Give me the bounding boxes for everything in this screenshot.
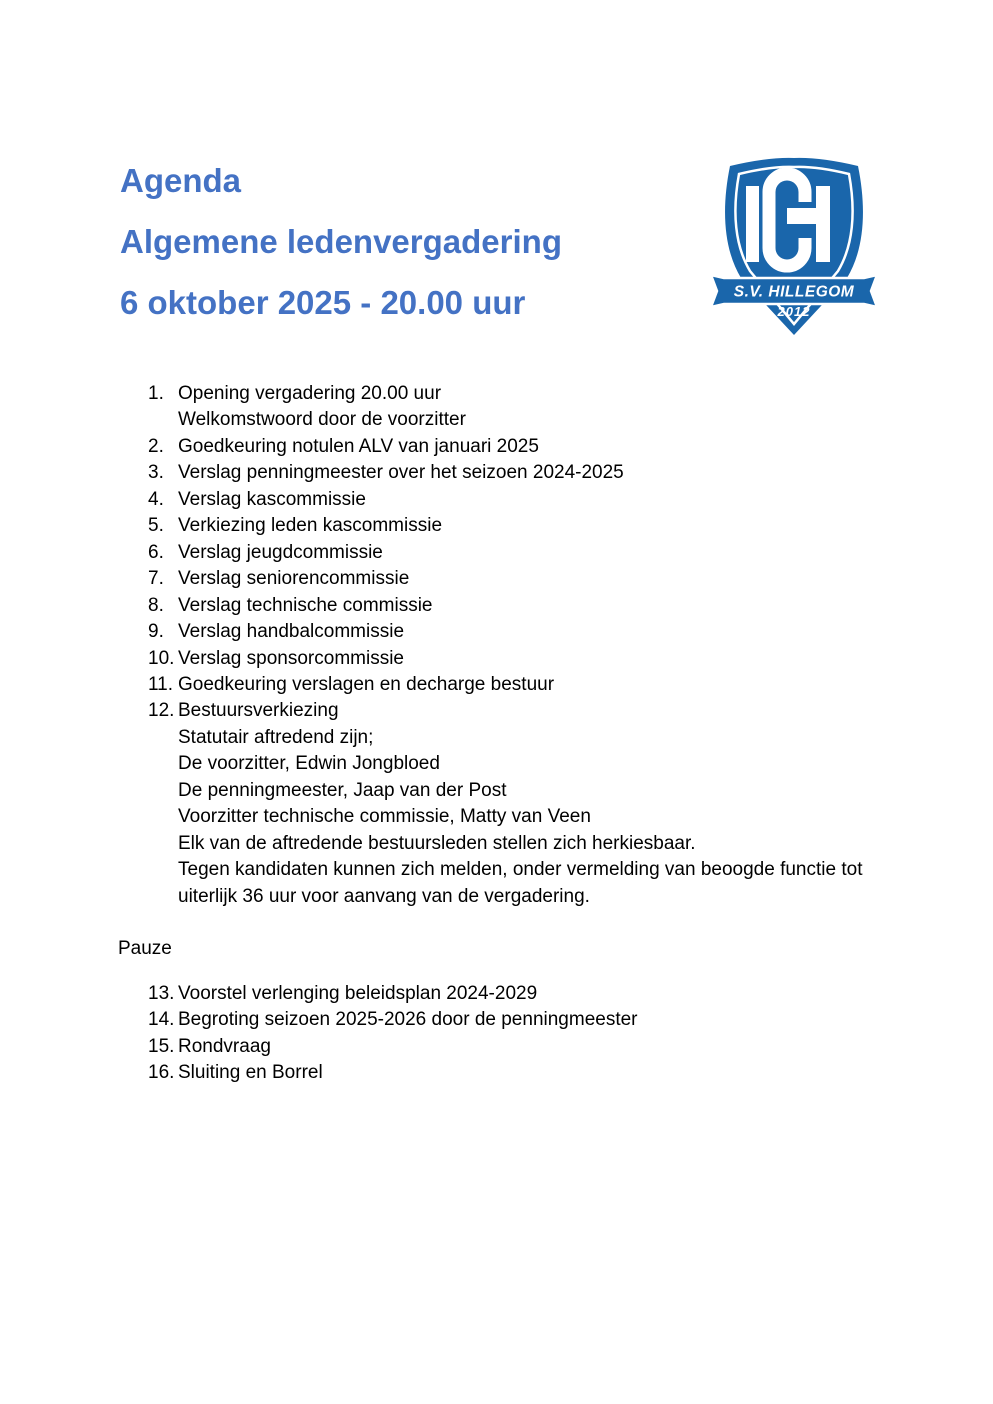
item-text: Voorstel verlenging beleidsplan 2024-2029 (178, 983, 538, 1004)
item-text: Welkomstwoord door de voorzitter (178, 409, 466, 431)
item-text: Verslag technische commissie (178, 594, 433, 616)
agenda-item (148, 1007, 888, 1033)
item-text: Verslag sponsorcommissie (178, 647, 404, 669)
agenda-list-after-pauze (148, 981, 888, 1087)
item-text: Statutair aftredend zijn; (178, 726, 374, 748)
item-number: 9. (148, 621, 164, 643)
title-line-meeting: Algemene ledenvergadering (120, 223, 562, 260)
agenda-item-continuation (148, 857, 888, 883)
item-text: Bestuursverkiezing (178, 700, 339, 722)
item-number: 7. (148, 568, 164, 590)
item-text: Rondvraag (178, 1035, 271, 1057)
item-number (148, 831, 178, 857)
item-text: Verslag jeugdcommissie (178, 541, 383, 563)
agenda-item (148, 1060, 888, 1086)
item-number: 13. (148, 983, 175, 1004)
item-number: 3. (148, 462, 164, 484)
item-text: uiterlijk 36 uur voor aanvang van de vergadering. (178, 885, 590, 907)
item-number: 1. (148, 383, 164, 404)
item-number (148, 857, 178, 883)
item-number (148, 778, 178, 804)
agenda-item-continuation (148, 804, 888, 830)
item-text: Tegen kandidaten kunnen zich melden, onder vermelding van beoogde functie tot (178, 859, 863, 881)
item-text: Verslag penningmeester over het seizoen 2024-2025 (178, 462, 624, 484)
item-text: De voorzitter, Edwin Jongbloed (178, 753, 440, 775)
agenda-item (148, 487, 888, 513)
pauze-label: Pauze (118, 938, 172, 959)
item-text: Goedkeuring notulen ALV van januari 2025 (178, 435, 539, 457)
agenda-item (148, 566, 888, 592)
item-number (148, 751, 178, 777)
club-logo-icon (708, 150, 880, 350)
title-line-agenda: Agenda (120, 162, 242, 199)
agenda-item-continuation (148, 884, 888, 910)
agenda-item (148, 540, 888, 566)
item-number (148, 884, 178, 910)
item-number: 6. (148, 541, 164, 563)
agenda-item (148, 381, 888, 407)
item-number: 14. (148, 1009, 175, 1031)
item-text: Verslag handbalcommissie (178, 621, 405, 643)
agenda-item (148, 646, 888, 672)
item-text: Verslag seniorencommissie (178, 568, 410, 590)
item-number: 4. (148, 488, 164, 510)
item-text: Goedkeuring verslagen en decharge bestuur (178, 673, 555, 695)
agenda-item-continuation (148, 407, 888, 433)
item-text: Elk van de aftredende bestuursleden stellen zich herkiesbaar. (178, 832, 696, 854)
item-text: De penningmeester, Jaap van der Post (178, 779, 507, 801)
item-number: 10. (148, 647, 175, 669)
item-number: 16. (148, 1062, 175, 1084)
item-number (148, 725, 178, 751)
item-number: 15. (148, 1035, 175, 1057)
agenda-item (148, 619, 888, 645)
item-number (148, 407, 178, 433)
logo-year-text: 2012 (777, 304, 811, 319)
agenda-item-continuation (148, 751, 888, 777)
page-title (120, 150, 562, 333)
agenda-item-continuation (148, 725, 888, 751)
item-text: Voorzitter technische commissie, Matty van Veen (178, 806, 591, 828)
agenda-item (148, 698, 888, 724)
monogram-left-bar (746, 186, 759, 262)
logo-banner-text: S.V. HILLEGOM (733, 283, 855, 301)
item-text: Opening vergadering 20.00 uur (178, 383, 442, 404)
item-text: Begroting seizoen 2025-2026 door de penningmeester (178, 1009, 638, 1031)
item-text: Verslag kascommissie (178, 488, 366, 510)
item-number: 12. (148, 700, 175, 722)
item-number: 11. (148, 673, 174, 695)
agenda-item (148, 434, 888, 460)
agenda-item (148, 460, 888, 486)
monogram-right-bar (816, 186, 830, 262)
agenda-item (148, 1034, 888, 1060)
agenda-item (148, 593, 888, 619)
agenda-item (148, 981, 888, 1007)
item-number: 5. (148, 515, 164, 537)
agenda-item (148, 513, 888, 539)
agenda-list-main (148, 381, 888, 910)
item-text: Sluiting en Borrel (178, 1062, 323, 1084)
item-number: 8. (148, 594, 164, 616)
agenda-item-continuation (148, 831, 888, 857)
agenda-item-continuation (148, 778, 888, 804)
item-text: Verkiezing leden kascommissie (178, 515, 443, 537)
agenda-item (148, 672, 888, 698)
item-number (148, 804, 178, 830)
title-line-date: 6 oktober 2025 - 20.00 uur (120, 284, 526, 321)
item-number: 2. (148, 435, 164, 457)
